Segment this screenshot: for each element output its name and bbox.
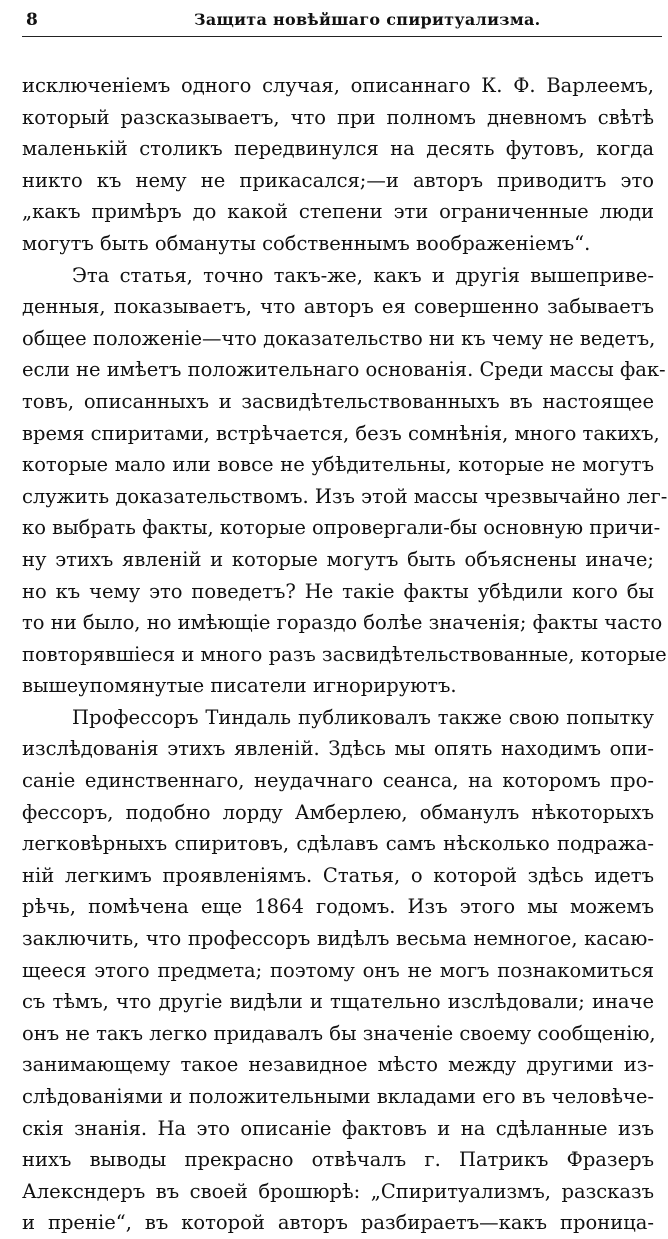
text-line: ко выбрать факты, которые опровергали-бы основную причи- <box>22 516 661 540</box>
text-line: Профессоръ Тиндаль публиковалъ также свою попытку <box>72 705 654 729</box>
paragraph <box>22 702 654 1239</box>
text-line: могутъ быть обмануты собственнымъ воображеніемъ“. <box>22 231 591 255</box>
text-line: время спиритами, встрѣчается, безъ сомнѣнія, много такихъ, <box>22 421 660 445</box>
header-rule <box>22 36 662 37</box>
text-line: ну этихъ явленій и которые могутъ быть объяснены иначе; <box>22 547 654 571</box>
body-text <box>22 70 668 1239</box>
text-line: изслѣдованія этихъ явленій. Здѣсь мы опять находимъ опи- <box>22 737 654 761</box>
text-line: Эта статья, точно такъ-же, какъ и другія вышеприве- <box>72 263 654 287</box>
page-header <box>22 6 654 36</box>
text-line: которые мало или вовсе не убѣдительны, которые не могутъ <box>22 453 654 477</box>
paragraph <box>22 70 654 260</box>
text-line: заключить, что профессоръ видѣлъ весьма немногое, касаю- <box>22 927 654 951</box>
text-line: Алексндеръ въ своей брошюрѣ: „Спиритуализмъ, разсказъ <box>22 1179 654 1203</box>
text-line: служить доказательствомъ. Изъ этой массы чрезвычайно лег- <box>22 484 668 508</box>
text-line: если не имѣетъ положительнаго основанія. Среди массы фак- <box>22 358 666 382</box>
text-line: и преніе“, въ которой авторъ разбираетъ—какъ проница- <box>22 1211 654 1235</box>
text-line: щееся этого предмета; поэтому онъ не могъ познакомиться <box>22 958 654 982</box>
text-line: денныя, показываетъ, что авторъ ея совершенно забываетъ <box>22 295 654 319</box>
text-line: вышеупомянутые писатели игнорируютъ. <box>22 674 457 698</box>
text-line: общее положеніе—что доказательство ни къ чему не ведетъ, <box>22 326 656 350</box>
text-line: товъ, описанныхъ и засвидѣтельствованныхъ въ настоящее <box>22 389 654 413</box>
text-line: но къ чему это поведетъ? Не такіе факты убѣдили кого бы <box>22 579 654 603</box>
text-line: онъ не такъ легко придавалъ бы значеніе своему сообщенію, <box>22 1021 656 1045</box>
text-line: занимающему такое незавидное мѣсто между другими из- <box>22 1053 654 1077</box>
text-line: маленькій столикъ передвинулся на десять футовъ, когда <box>22 137 654 161</box>
text-line: никто къ нему не прикасался;—и авторъ приводитъ это <box>22 168 654 192</box>
text-line: легковѣрныхъ спиритовъ, сдѣлавъ самъ нѣсколько подража- <box>22 832 654 856</box>
text-line: слѣдованіями и положительными вкладами его въ человѣче- <box>22 1085 654 1108</box>
running-title: Защита новѣйшаго спиритуализма. <box>194 10 541 29</box>
page-number: 8 <box>26 10 38 30</box>
text-line: исключеніемъ одного случая, описаннаго К. Ф. Варлеемъ, <box>22 74 654 97</box>
text-line: то ни было, но имѣющіе гораздо болѣе значенія; факты часто <box>22 611 663 635</box>
text-line: саніе единственнаго, неудачнаго сеанса, на которомъ про- <box>22 769 654 793</box>
text-line: скія знанія. На это описаніе фактовъ и на сдѣланные изъ <box>22 1116 654 1140</box>
text-line: „какъ примѣръ до какой степени эти ограниченные люди <box>22 200 654 224</box>
text-line: фессоръ, подобно лорду Амберлею, обманулъ нѣкоторыхъ <box>22 800 654 824</box>
text-line: рѣчь, помѣчена еще 1864 годомъ. Изъ этого мы можемъ <box>22 895 654 919</box>
text-line: нихъ выводы прекрасно отвѣчалъ г. Патрикъ Фразеръ <box>22 1148 654 1172</box>
paragraph <box>22 260 668 702</box>
text-line: который разсказываетъ, что при полномъ дневномъ свѣтѣ <box>22 105 654 129</box>
text-line: повторявшіеся и много разъ засвидѣтельствованные, которые <box>22 642 667 666</box>
text-line: съ тѣмъ, что другіе видѣли и тщательно изслѣдовали; иначе <box>22 990 654 1014</box>
text-line: ній легкимъ проявленіямъ. Статья, о которой здѣсь идетъ <box>22 863 654 887</box>
